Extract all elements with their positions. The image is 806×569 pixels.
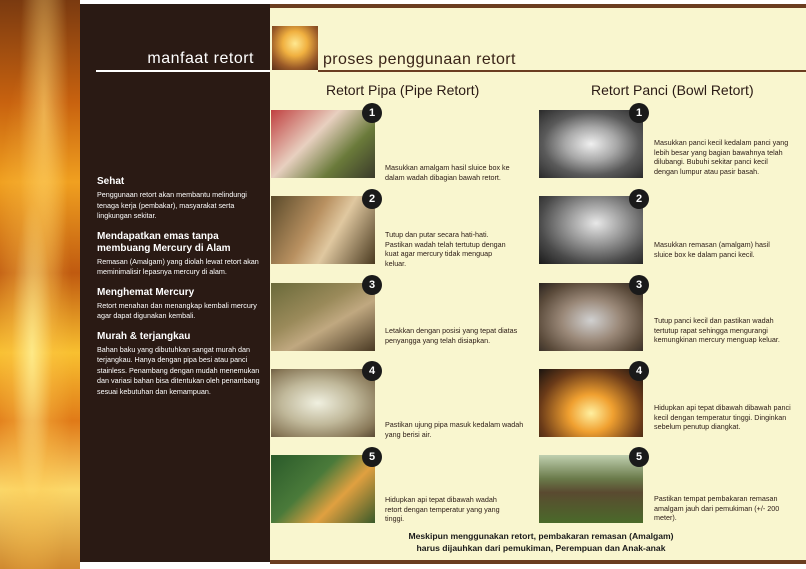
benefit-text: Bahan baku yang dibutuhkan sangat murah dan terjangkau. Hanya dengan pipa besi atau panci stainless. Penambang dengan mudah menemukan dan variasi bahan bisa ditentukan oleh penambang sesuai kebutuhan dan kemampuan.	[97, 344, 260, 396]
bowl-step-3-text: Tutup panci kecil dan pastikan wadah tertutup rapat sehingga mengurangi kemungkinan mercury menguap keluar.	[654, 316, 780, 345]
retort-header-photo	[272, 26, 318, 70]
pipe-step-4-photo	[271, 369, 375, 437]
benefit-text: Retort menahan dan menangkap kembali mercury agar dapat digunakan kembali.	[97, 300, 257, 320]
pipe-step-2-number: 2	[362, 189, 382, 209]
pipe-step-3-photo	[271, 283, 375, 351]
bowl-step-5-number: 5	[629, 447, 649, 467]
bowl-step-1-photo	[539, 110, 643, 178]
benefit-item	[97, 176, 261, 222]
bowl-step-4-number: 4	[629, 361, 649, 381]
benefit-text: Remasan (Amalgam) yang diolah lewat retort akan meminimalisir lepasnya mercury di alam.	[97, 256, 259, 276]
benefit-heading: Menghemat Mercury	[97, 286, 195, 298]
top-rule	[270, 4, 806, 8]
bowl-step-1-text: Masukkan panci kecil kedalam panci yang lebih besar yang bagian bawahnya telah dilubangi. Bubuhi sekitar panci kecil dengan lumpur atau pasir basah.	[654, 138, 789, 176]
bowl-step-5-text: Pastikan tempat pembakaran remasan amalgam jauh dari pemukiman (+/- 200 meter).	[654, 494, 780, 523]
bowl-step-4-photo	[539, 369, 643, 437]
bottom-rule	[270, 560, 806, 564]
bowl-step-2-photo	[539, 196, 643, 264]
pipe-step-2-text: Tutup dan putar secara hati-hati. Pastikan wadah telah tertutup dengan kuat agar mercury tidak menguap keluar.	[385, 230, 506, 268]
bowl-step-5-photo	[539, 455, 643, 523]
pipe-step-1-photo	[271, 110, 375, 178]
bowl-step-4-text: Hidupkan api tepat dibawah dibawah panci kecil dengan temperatur tinggi. Dinginkan sebelum penutup diangkat.	[654, 403, 791, 432]
benefit-item	[97, 231, 261, 278]
bowl-step-2-text: Masukkan remasan (amalgam) hasil sluice box ke dalam panci kecil.	[654, 240, 770, 259]
bowl-retort-title: Retort Panci (Bowl Retort)	[591, 82, 754, 98]
flame-glow	[0, 0, 80, 569]
pipe-retort-title: Retort Pipa (Pipe Retort)	[326, 82, 480, 98]
warning-line-2: harus dijauhkan dari pemukiman, Perempuan dan Anak-anak	[416, 543, 666, 553]
benefit-item	[97, 287, 261, 322]
benefit-text: Penggunaan retort akan membantu melindungi tenaga kerja (pembakar), masyarakat serta lingkungan sekitar.	[97, 190, 247, 220]
benefit-heading: Murah & terjangkau	[97, 330, 191, 342]
pipe-step-1-text: Masukkan amalgam hasil sluice box ke dalam wadah dibagian bawah retort.	[385, 163, 510, 182]
pipe-step-5-text: Hidupkan api tepat dibawah wadah retort dengan temperatur yang yang tinggi.	[385, 495, 500, 524]
benefits-title-rule	[96, 70, 270, 72]
benefit-heading: Mendapatkan emas tanpa membuang Mercury di Alam	[97, 230, 231, 254]
bowl-step-2-number: 2	[629, 189, 649, 209]
bowl-step-3-number: 3	[629, 275, 649, 295]
pipe-step-3-number: 3	[362, 275, 382, 295]
pipe-step-4-text: Pastikan ujung pipa masuk kedalam wadah yang berisi air.	[385, 420, 524, 439]
benefits-list	[97, 176, 261, 406]
pipe-step-5-photo	[271, 455, 375, 523]
benefits-title: manfaat retort	[147, 50, 254, 67]
process-title: proses penggunaan retort	[323, 51, 516, 68]
warning-line-1: Meskipun menggunakan retort, pembakaran remasan (Amalgam)	[408, 531, 674, 541]
pipe-step-4-number: 4	[362, 361, 382, 381]
bowl-step-1-number: 1	[629, 103, 649, 123]
pipe-step-5-number: 5	[362, 447, 382, 467]
process-title-rule	[318, 70, 806, 72]
pipe-step-2-photo	[271, 196, 375, 264]
warning-note	[376, 530, 706, 554]
benefit-item	[97, 331, 261, 398]
bowl-step-3-photo	[539, 283, 643, 351]
pipe-step-3-text: Letakkan dengan posisi yang tepat diatas penyangga yang telah disiapkan.	[385, 326, 518, 345]
pipe-step-1-number: 1	[362, 103, 382, 123]
benefit-heading: Sehat	[97, 176, 125, 187]
